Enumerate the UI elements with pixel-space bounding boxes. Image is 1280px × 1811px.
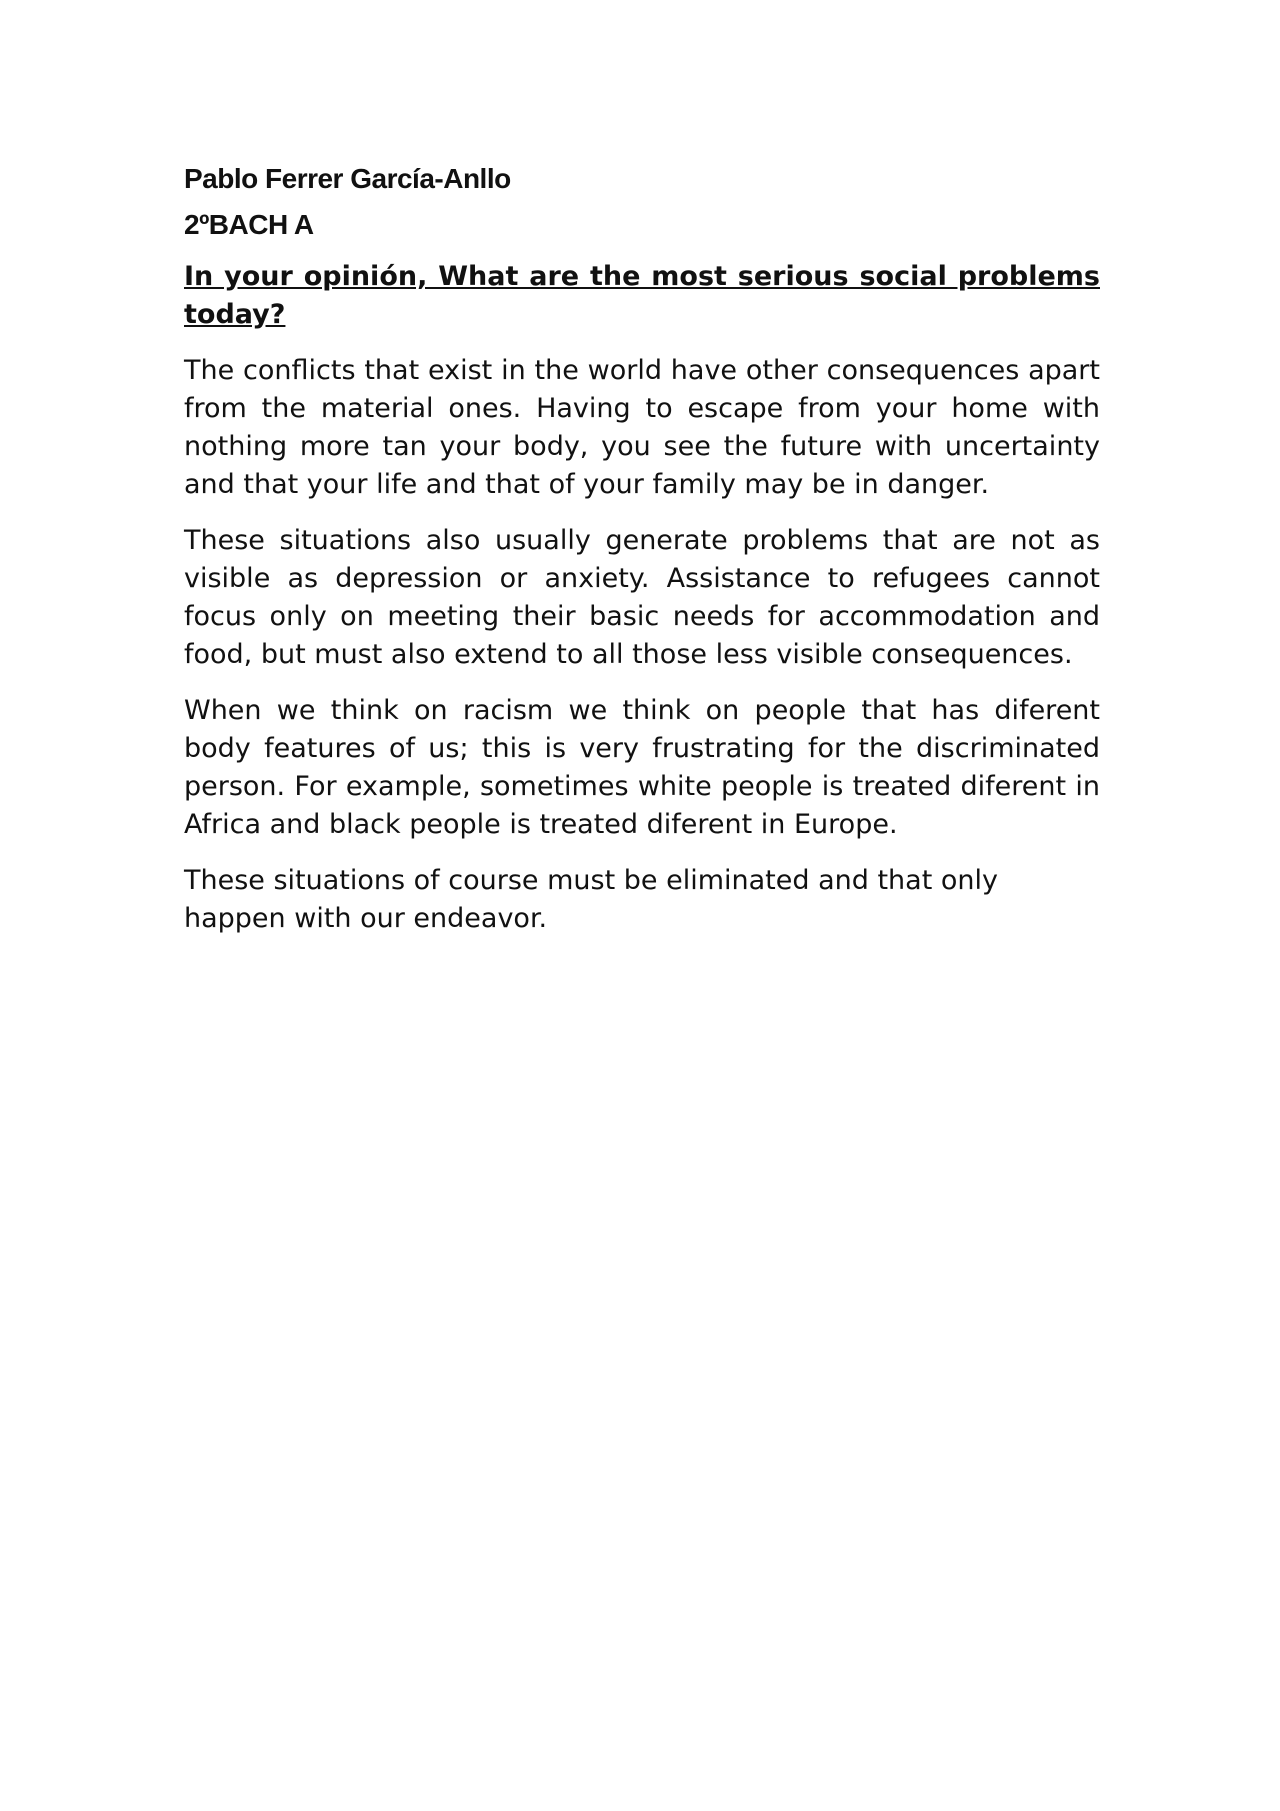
essay-question: In your opinión, What are the most serious social problems today? [184, 261, 1100, 330]
class-label: 2ºBACH A [184, 209, 314, 240]
paragraph-4: These situations of course must be eliminated and that only happen with our endeavor. [184, 865, 998, 934]
author-name: Pablo Ferrer García-Anllo [184, 163, 511, 194]
paragraph-3: When we think on racism we think on people that has diferent body features of us; this is very frustrating for the discriminated person. For example, sometimes white people is treated diferent in Africa and black people is treated diferent in Europe. [184, 695, 1100, 840]
paragraph-2: These situations also usually generate problems that are not as visible as depression or anxiety. Assistance to refugees cannot focus only on meeting their basic needs for accommodation and food, but must also extend to all those less visible consequences. [184, 525, 1100, 670]
paragraph-1: The conflicts that exist in the world have other consequences apart from the material ones. Having to escape from your home with nothing more tan your body, you see the future with uncertainty and that your life and that of your family may be in danger. [184, 355, 1100, 500]
document-body [184, 156, 1100, 956]
